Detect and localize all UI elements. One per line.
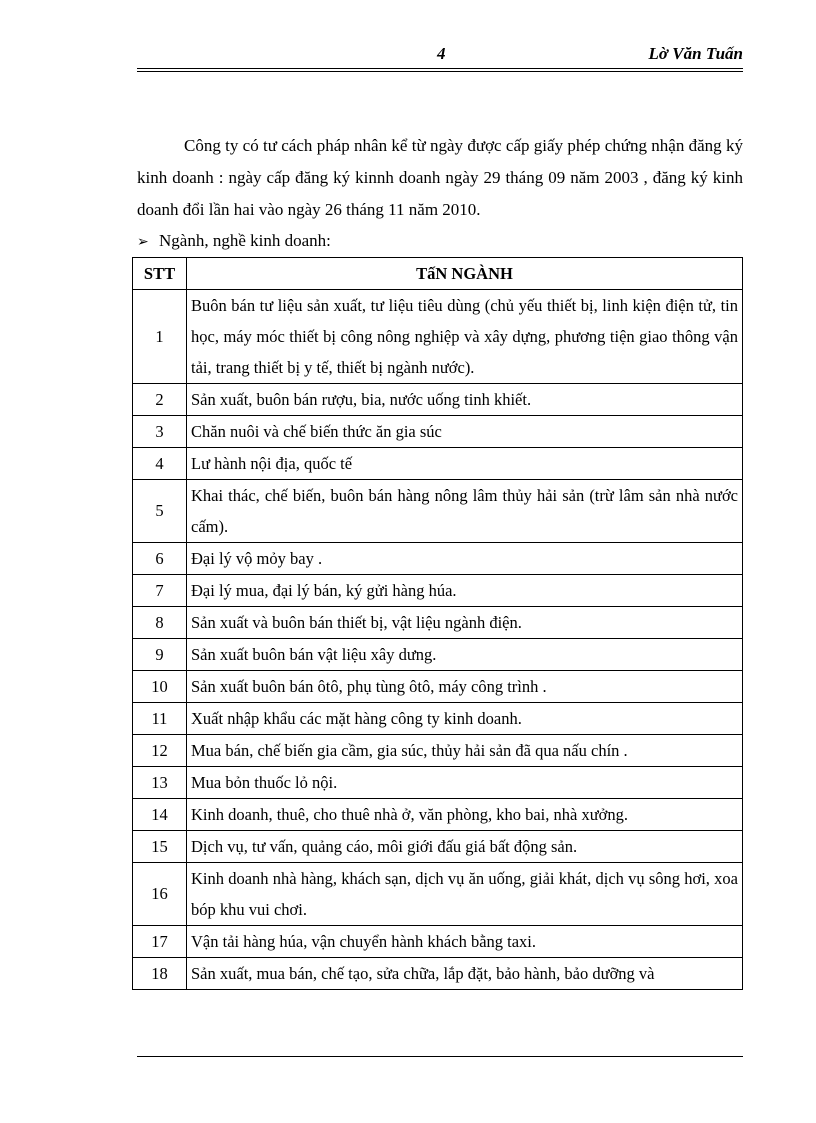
table-row	[133, 607, 743, 639]
business-line-text: Kinh doanh nhà hàng, khách sạn, dịch vụ ăn uống, giải khát, dịch vụ sông hơi, xoa bóp khu vui chơi.	[187, 863, 743, 926]
row-number: 4	[133, 448, 187, 480]
table-header-row	[133, 258, 743, 290]
table-row	[133, 290, 743, 384]
row-number: 2	[133, 384, 187, 416]
business-line-text: Khai thác, chế biến, buôn bán hàng nông lâm thủy hải sản (trừ lâm sản nhà nước cấm).	[187, 480, 743, 543]
business-lines-table	[132, 257, 743, 990]
business-line-text: Sản xuất và buôn bán thiết bị, vật liệu ngành điện.	[187, 607, 743, 639]
row-number: 8	[133, 607, 187, 639]
row-number: 12	[133, 735, 187, 767]
business-line-text: Lư hành nội địa, quốc tế	[187, 448, 743, 480]
row-number: 7	[133, 575, 187, 607]
business-line-text: Đại lý mua, đại lý bán, ký gửi hàng húa.	[187, 575, 743, 607]
row-number: 6	[133, 543, 187, 575]
table-row	[133, 767, 743, 799]
intro-paragraph: Công ty có tư cách pháp nhân kể từ ngày được cấp giấy phép chứng nhận đăng ký kinh doanh : ngày cấp đăng ký kinnh doanh ngày 29 tháng 09 năm 2003 , đăng ký kinh doanh đổi lần hai vào ngày 26 tháng 11 năm 2010.	[137, 136, 743, 219]
table-row	[133, 480, 743, 543]
row-number: 13	[133, 767, 187, 799]
business-line-text: Dịch vụ, tư vấn, quảng cáo, môi giới đấu giá bất động sản.	[187, 831, 743, 863]
table-row	[133, 799, 743, 831]
table-row	[133, 575, 743, 607]
business-lines-label: Ngành, nghề kinh doanh:	[159, 231, 331, 250]
row-number: 15	[133, 831, 187, 863]
page-header	[137, 44, 743, 66]
business-line-text: Sản xuất, buôn bán rượu, bia, nước uống tinh khiết.	[187, 384, 743, 416]
table-row	[133, 703, 743, 735]
table-row	[133, 831, 743, 863]
row-number: 9	[133, 639, 187, 671]
table-row	[133, 671, 743, 703]
business-line-text: Chăn nuôi và chế biến thức ăn gia súc	[187, 416, 743, 448]
row-number: 14	[133, 799, 187, 831]
row-number: 5	[133, 480, 187, 543]
row-number: 18	[133, 958, 187, 990]
row-number: 16	[133, 863, 187, 926]
table-row	[133, 958, 743, 990]
business-line-text: Sản xuất, mua bán, chế tạo, sửa chữa, lắp đặt, bảo hành, bảo dưỡng và	[187, 958, 743, 990]
business-line-text: Sản xuất buôn bán vật liệu xây dưng.	[187, 639, 743, 671]
row-number: 1	[133, 290, 187, 384]
author-name: Lờ Văn Tuấn	[648, 44, 743, 63]
table-body	[133, 290, 743, 990]
business-lines-heading	[137, 228, 331, 256]
footer-rule	[137, 1056, 743, 1057]
column-header-stt: STT	[133, 258, 187, 290]
table-row	[133, 926, 743, 958]
table-row	[133, 639, 743, 671]
row-number: 17	[133, 926, 187, 958]
business-line-text: Đại lý vộ mỏy bay .	[187, 543, 743, 575]
business-line-text: Kinh doanh, thuê, cho thuê nhà ở, văn phòng, kho bai, nhà xưởng.	[187, 799, 743, 831]
arrow-bullet-icon: ➢	[137, 235, 149, 250]
row-number: 11	[133, 703, 187, 735]
header-rule	[137, 68, 743, 72]
business-line-text: Sản xuất buôn bán ôtô, phụ tùng ôtô, máy công trình .	[187, 671, 743, 703]
business-line-text: Mua bỏn thuốc lỏ nội.	[187, 767, 743, 799]
business-line-text: Vận tải hàng húa, vận chuyển hành khách bằng taxi.	[187, 926, 743, 958]
business-line-text: Mua bán, chế biến gia cầm, gia súc, thủy hải sản đã qua nấu chín .	[187, 735, 743, 767]
row-number: 3	[133, 416, 187, 448]
table-row	[133, 448, 743, 480]
business-line-text: Xuất nhập khẩu các mặt hàng công ty kinh doanh.	[187, 703, 743, 735]
column-header-name: TấN NGÀNH	[187, 258, 743, 290]
row-number: 10	[133, 671, 187, 703]
table-row	[133, 416, 743, 448]
page-number: 4	[437, 44, 446, 63]
business-line-text: Buôn bán tư liệu sản xuất, tư liệu tiêu dùng (chủ yếu thiết bị, linh kiện điện tử, tin học, máy móc thiết bị công nông nghiệp và xây dựng, phương tiện giao thông vận tải, trang thiết bị y tế, thiết bị ngành nước).	[187, 290, 743, 384]
table-row	[133, 543, 743, 575]
table-row	[133, 384, 743, 416]
table-row	[133, 735, 743, 767]
table-row	[133, 863, 743, 926]
